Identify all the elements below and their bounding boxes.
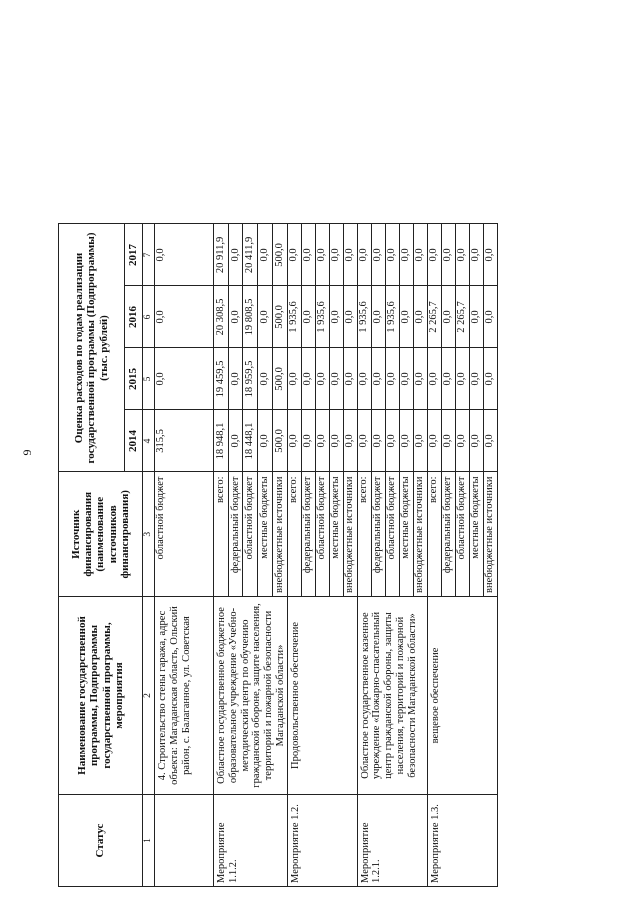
amount-cell: 0,0 — [329, 348, 343, 410]
header-year: 2014 — [125, 410, 143, 472]
funding-source: внебюджетные источники — [343, 472, 357, 597]
amount-cell: 20 911,9 — [214, 224, 229, 286]
amount-cell: 0,0 — [301, 410, 315, 472]
amount-cell: 0,0 — [301, 348, 315, 410]
column-index: 4 — [143, 410, 155, 472]
amount-cell: 0,0 — [357, 224, 371, 286]
page-number: 9 — [20, 449, 34, 456]
amount-cell: 1 935,6 — [315, 286, 329, 348]
amount-cell: 0,0 — [343, 348, 357, 410]
table-row — [357, 224, 371, 887]
table-body — [155, 224, 498, 887]
amount-cell: 0,0 — [315, 410, 329, 472]
amount-cell: 0,0 — [343, 224, 357, 286]
header-estimate: Оценка расходов по годам реализации государственной программы (Подпрограммы) (тыс. рублей) — [59, 224, 125, 472]
amount-cell: 0,0 — [155, 348, 214, 410]
amount-cell: 1 935,6 — [357, 286, 371, 348]
amount-cell: 0,0 — [441, 286, 455, 348]
amount-cell: 0,0 — [228, 286, 243, 348]
budget-table — [58, 223, 498, 887]
amount-cell: 2 265,7 — [427, 286, 441, 348]
row-name: вещевое обеспечение — [427, 597, 497, 795]
funding-source: областной бюджет — [385, 472, 399, 597]
amount-cell: 0,0 — [287, 348, 301, 410]
funding-source: местные бюджеты — [258, 472, 273, 597]
amount-cell: 18 959,5 — [243, 348, 258, 410]
amount-cell: 0,0 — [301, 286, 315, 348]
amount-cell: 0,0 — [371, 410, 385, 472]
funding-source: областной бюджет — [315, 472, 329, 597]
amount-cell: 0,0 — [413, 410, 427, 472]
funding-source: внебюджетные источники — [413, 472, 427, 597]
amount-cell: 0,0 — [413, 224, 427, 286]
amount-cell: 0,0 — [469, 348, 483, 410]
amount-cell: 0,0 — [228, 224, 243, 286]
funding-source: местные бюджеты — [469, 472, 483, 597]
amount-cell: 0,0 — [427, 224, 441, 286]
amount-cell: 0,0 — [441, 410, 455, 472]
table-row — [287, 224, 301, 887]
row-name: Областное государственное казенное учреждение «Пожарно-спасательный центр гражданской обороны, защиты населения, территорий и пожарной безопасности Магаданской области» — [357, 597, 427, 795]
amount-cell: 0,0 — [483, 286, 497, 348]
column-index: 5 — [143, 348, 155, 410]
amount-cell: 0,0 — [155, 224, 214, 286]
amount-cell: 20 308,5 — [214, 286, 229, 348]
amount-cell: 0,0 — [329, 224, 343, 286]
amount-cell: 1 935,6 — [287, 286, 301, 348]
amount-cell: 0,0 — [427, 410, 441, 472]
header-year: 2016 — [125, 286, 143, 348]
row-status: Мероприятие 1.2.1. — [357, 795, 427, 887]
amount-cell: 0,0 — [357, 410, 371, 472]
amount-cell: 500,0 — [272, 224, 287, 286]
amount-cell: 0,0 — [441, 224, 455, 286]
header-status: Статус — [59, 795, 143, 887]
funding-source: федеральный бюджет — [228, 472, 243, 597]
amount-cell: 0,0 — [343, 410, 357, 472]
table-row — [214, 224, 229, 887]
row-name: Продовольственное обеспечение — [287, 597, 357, 795]
row-name: 4. Строительство стены гаража, адрес объекта: Магаданская область, Ольский район, с. Балаганное, ул. Советская — [155, 597, 214, 795]
amount-cell: 0,0 — [483, 410, 497, 472]
row-status: Мероприятие 1.3. — [427, 795, 497, 887]
amount-cell: 18 448,1 — [243, 410, 258, 472]
amount-cell: 0,0 — [399, 286, 413, 348]
funding-source: федеральный бюджет — [301, 472, 315, 597]
amount-cell: 0,0 — [315, 224, 329, 286]
amount-cell: 0,0 — [371, 224, 385, 286]
amount-cell: 0,0 — [399, 410, 413, 472]
amount-cell: 500,0 — [272, 410, 287, 472]
amount-cell: 0,0 — [357, 348, 371, 410]
amount-cell: 0,0 — [427, 348, 441, 410]
column-index: 3 — [143, 472, 155, 597]
funding-source: областной бюджет — [243, 472, 258, 597]
amount-cell: 0,0 — [258, 286, 273, 348]
amount-cell: 20 411,9 — [243, 224, 258, 286]
funding-source: федеральный бюджет — [441, 472, 455, 597]
funding-source: всего: — [357, 472, 371, 597]
amount-cell: 0,0 — [371, 286, 385, 348]
funding-source: местные бюджеты — [399, 472, 413, 597]
amount-cell: 0,0 — [371, 348, 385, 410]
column-index: 7 — [143, 224, 155, 286]
amount-cell: 0,0 — [258, 224, 273, 286]
funding-source: федеральный бюджет — [371, 472, 385, 597]
amount-cell: 2 265,7 — [455, 286, 469, 348]
amount-cell: 0,0 — [455, 348, 469, 410]
header-year: 2017 — [125, 224, 143, 286]
amount-cell: 0,0 — [483, 224, 497, 286]
amount-cell: 0,0 — [413, 348, 427, 410]
amount-cell: 500,0 — [272, 348, 287, 410]
amount-cell: 0,0 — [483, 348, 497, 410]
amount-cell: 0,0 — [228, 410, 243, 472]
amount-cell: 0,0 — [385, 224, 399, 286]
amount-cell: 0,0 — [469, 224, 483, 286]
amount-cell: 315,5 — [155, 410, 214, 472]
amount-cell: 500,0 — [272, 286, 287, 348]
funding-source: внебюджетные источники — [272, 472, 287, 597]
amount-cell: 0,0 — [469, 410, 483, 472]
amount-cell: 0,0 — [385, 348, 399, 410]
amount-cell: 1 935,6 — [385, 286, 399, 348]
row-status: Мероприятие 1.2. — [287, 795, 357, 887]
amount-cell: 0,0 — [399, 348, 413, 410]
amount-cell: 0,0 — [385, 410, 399, 472]
amount-cell: 0,0 — [455, 410, 469, 472]
amount-cell: 0,0 — [343, 286, 357, 348]
column-index-row — [143, 224, 155, 887]
amount-cell: 19 808,5 — [243, 286, 258, 348]
funding-source: всего: — [214, 472, 229, 597]
amount-cell: 0,0 — [287, 224, 301, 286]
amount-cell: 0,0 — [329, 410, 343, 472]
header-name: Наименование государственной программы, Подпрограммы государственной программы, мероприятия — [59, 597, 143, 795]
header-year: 2015 — [125, 348, 143, 410]
amount-cell: 0,0 — [399, 224, 413, 286]
amount-cell: 18 948,1 — [214, 410, 229, 472]
amount-cell: 0,0 — [441, 348, 455, 410]
table-row — [155, 224, 214, 887]
amount-cell: 0,0 — [301, 224, 315, 286]
amount-cell: 19 459,5 — [214, 348, 229, 410]
amount-cell: 0,0 — [155, 286, 214, 348]
funding-source: всего: — [427, 472, 441, 597]
amount-cell: 0,0 — [258, 348, 273, 410]
amount-cell: 0,0 — [258, 410, 273, 472]
funding-source: местные бюджеты — [329, 472, 343, 597]
amount-cell: 0,0 — [329, 286, 343, 348]
amount-cell: 0,0 — [413, 286, 427, 348]
amount-cell: 0,0 — [287, 410, 301, 472]
column-index: 1 — [143, 795, 155, 887]
amount-cell: 0,0 — [315, 348, 329, 410]
amount-cell: 0,0 — [469, 286, 483, 348]
funding-source: областной бюджет — [455, 472, 469, 597]
funding-source: областной бюджет — [155, 472, 214, 597]
row-status — [155, 795, 214, 887]
column-index: 2 — [143, 597, 155, 795]
row-name: Областное государственное бюджетное образовательное учреждение «Учебно-методический центр по обучению гражданской обороне, защите населения, территорий и пожарной безопасности Магаданской области» — [214, 597, 288, 795]
column-index: 6 — [143, 286, 155, 348]
header-source: Источник финансирования (наименование источников финансирования) — [59, 472, 143, 597]
funding-source: всего: — [287, 472, 301, 597]
amount-cell: 0,0 — [455, 224, 469, 286]
table-row — [427, 224, 441, 887]
funding-source: внебюджетные источники — [483, 472, 497, 597]
row-status: Мероприятие 1.1.2. — [214, 795, 288, 887]
amount-cell: 0,0 — [228, 348, 243, 410]
